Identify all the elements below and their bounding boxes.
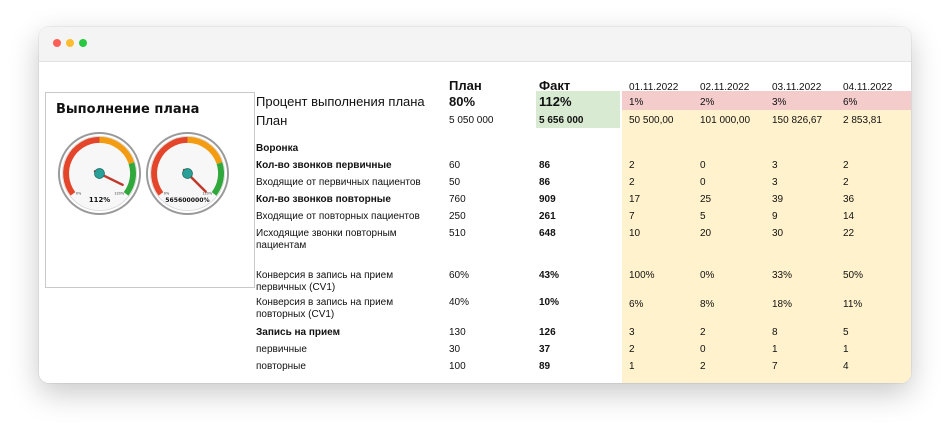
row-plan-value: 760	[449, 194, 466, 205]
row-day-1: 100%	[629, 270, 655, 281]
maximize-window-button[interactable]	[79, 39, 87, 47]
gauge-chart	[145, 131, 230, 216]
row-plan-value: 50	[449, 177, 461, 188]
header-date-3: 03.11.2022	[772, 82, 822, 93]
row-fact-value: 126	[539, 327, 556, 338]
gauge-chart	[57, 131, 142, 216]
section-label-funnel: Воронка	[256, 143, 299, 154]
row-day-2: 25	[700, 194, 712, 205]
row-day-2: 2%	[700, 97, 715, 108]
row-day-3: 3	[772, 160, 778, 171]
minimize-window-button[interactable]	[66, 39, 74, 47]
gauge-value-label: 565600000%	[165, 197, 210, 205]
row-plan-value: 5 050 000	[449, 115, 494, 126]
daily-columns-highlight	[622, 110, 911, 383]
row-fact-value: 5 656 000	[539, 115, 584, 126]
header-date-4: 04.11.2022	[843, 82, 893, 93]
row-label: Кол-во звонков первичные	[256, 160, 392, 171]
row-day-4: 14	[843, 211, 855, 222]
row-plan-value: 130	[449, 327, 466, 338]
header-fact: Факт	[539, 78, 571, 93]
row-day-3: 150 826,67	[772, 115, 823, 126]
row-plan-value: 250	[449, 211, 466, 222]
row-day-2: 0	[700, 160, 706, 171]
row-day-1: 1%	[629, 97, 644, 108]
row-day-2: 5	[700, 211, 706, 222]
row-day-1: 6%	[629, 299, 644, 310]
row-day-1: 17	[629, 194, 641, 205]
row-day-3: 8	[772, 327, 778, 338]
row-day-2: 0	[700, 344, 706, 355]
row-label: Входящие от повторных пациентов	[256, 211, 420, 222]
browser-window	[39, 27, 911, 383]
row-day-3: 1	[772, 344, 778, 355]
row-fact-value: 89	[539, 361, 551, 372]
row-fact-value: 37	[539, 344, 551, 355]
row-fact-value: 112%	[539, 94, 572, 109]
row-day-3: 30	[772, 228, 784, 239]
row-fact-value: 261	[539, 211, 556, 222]
gauge-max-label: 120%	[114, 191, 125, 196]
row-day-3: 3	[772, 177, 778, 188]
row-plan-value: 60%	[449, 270, 470, 281]
row-label: Исходящие звонки повторным пациентам	[256, 228, 397, 251]
row-plan-value: 80%	[449, 94, 476, 109]
row-label: Конверсия в запись на прием повторных (CV1)	[256, 297, 394, 320]
panel-title: Выполнение плана	[56, 102, 200, 117]
row-day-1: 2	[629, 344, 635, 355]
row-label: Входящие от первичных пациентов	[256, 177, 421, 188]
row-fact-value: 86	[539, 160, 551, 171]
row-day-2: 0	[700, 177, 706, 188]
row-day-3: 7	[772, 361, 778, 372]
row-day-4: 6%	[843, 97, 858, 108]
row-plan-value: 60	[449, 160, 461, 171]
row-label: повторные	[256, 361, 306, 372]
close-window-button[interactable]	[53, 39, 61, 47]
row-fact-value: 648	[539, 228, 556, 239]
row-day-2: 2	[700, 361, 706, 372]
row-fact-value: 10%	[539, 297, 560, 308]
row-fact-value: 43%	[539, 270, 560, 281]
row-day-4: 36	[843, 194, 855, 205]
row-day-1: 50 500,00	[629, 115, 674, 126]
row-day-2: 20	[700, 228, 712, 239]
row-plan-value: 100	[449, 361, 466, 372]
gauge-value-label: 112%	[88, 196, 111, 205]
row-fact-value: 909	[539, 194, 556, 205]
row-day-3: 39	[772, 194, 784, 205]
gauge-hub	[95, 169, 105, 179]
row-day-1: 1	[629, 361, 635, 372]
title-bar	[39, 27, 911, 62]
row-day-4: 50%	[843, 270, 864, 281]
row-plan-value: 40%	[449, 297, 470, 308]
row-day-1: 2	[629, 177, 635, 188]
spreadsheet-area	[39, 62, 911, 383]
row-label: Кол-во звонков повторные	[256, 194, 391, 205]
row-day-4: 2	[843, 177, 849, 188]
row-label: первичные	[256, 344, 307, 355]
row-day-4: 2 853,81	[843, 115, 882, 126]
row-label: Конверсия в запись на прием первичных (CV1)	[256, 270, 394, 293]
row-day-3: 18%	[772, 299, 793, 310]
row-day-1: 10	[629, 228, 641, 239]
header-date-2: 02.11.2022	[700, 82, 750, 93]
row-fact-value: 86	[539, 177, 551, 188]
row-day-4: 11%	[843, 299, 863, 310]
row-label: Запись на прием	[256, 327, 341, 338]
row-day-3: 33%	[772, 270, 793, 281]
row-day-1: 2	[629, 160, 635, 171]
row-day-1: 7	[629, 211, 635, 222]
row-day-2: 0%	[700, 270, 715, 281]
gauge-max-label: 120%	[202, 191, 213, 196]
gauge-hub	[183, 169, 193, 179]
row-day-4: 1	[843, 344, 849, 355]
row-day-1: 3	[629, 327, 635, 338]
row-day-2: 101 000,00	[700, 115, 751, 126]
header-plan: План	[449, 78, 482, 93]
row-day-4: 22	[843, 228, 855, 239]
row-day-2: 2	[700, 327, 706, 338]
gauge-min-label: 0%	[163, 191, 170, 196]
row-plan-value: 30	[449, 344, 461, 355]
row-day-2: 8%	[700, 299, 715, 310]
row-label: Процент выполнения плана	[256, 94, 425, 109]
row-day-4: 4	[843, 361, 849, 372]
row-day-3: 3%	[772, 97, 787, 108]
plan-completion-panel	[45, 92, 255, 288]
gauge-min-label: 0%	[75, 191, 82, 196]
header-date-1: 01.11.2022	[629, 82, 679, 93]
row-label: План	[256, 113, 288, 128]
row-day-4: 2	[843, 160, 849, 171]
row-day-4: 5	[843, 327, 849, 338]
row-day-3: 9	[772, 211, 778, 222]
row-plan-value: 510	[449, 228, 466, 239]
